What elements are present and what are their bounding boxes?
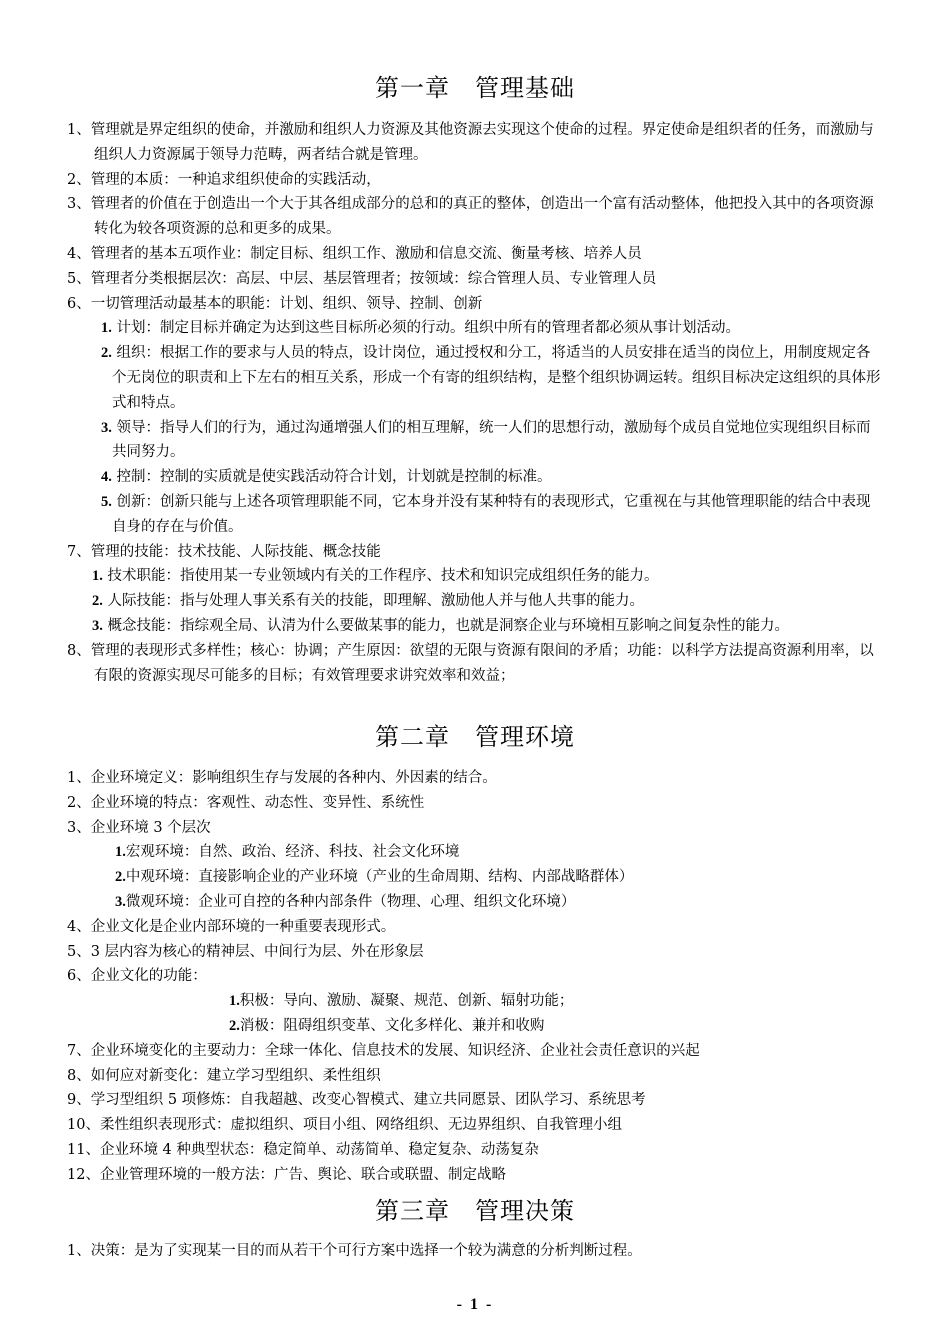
function-item (67, 341, 884, 415)
list-item: 7、企业环境变化的主要动力：全球一体化、信息技术的发展、知识经济、企业社会责任意识的兴起 (67, 1042, 700, 1059)
item-number: 3. (101, 419, 112, 436)
environment-level (67, 840, 884, 865)
list-item: 6、企业文化的功能： (67, 968, 207, 985)
item-number: 4. (101, 469, 112, 486)
list-item: 1、决策：是为了实现某一目的而从若干个可行方案中选择一个较为满意的分析判断过程。 (67, 1243, 642, 1259)
list-item: 2、企业环境的特点：客观性、动态性、变异性、系统性 (67, 794, 425, 811)
list-item: 8、管理的表现形式多样性；核心：协调；产生原因：欲望的无限与资源有限间的矛盾；功能：以科学方法提高资源利用率，以有限的资源实现尽可能多的目标；有效管理要求讲究效率和效益； (67, 642, 874, 684)
list-item: 6、一切管理活动最基本的职能：计划、组织、领导、控制、创新 (67, 295, 483, 312)
item-text: 宏观环境：自然、政治、经济、科技、社会文化环境 (125, 844, 460, 861)
culture-function (67, 989, 884, 1014)
list-item: 2、管理的本质：一种追求组织使命的实践活动， (67, 171, 381, 188)
skill-item (67, 564, 884, 589)
item-number: 1. (229, 993, 240, 1010)
item-text: 组织：根据工作的要求与人员的特点，设计岗位，通过授权和分工，将适当的人员安排在适当的岗位上，用制度规定各个无岗位的职责和上下左右的相互关系，形成一个有寄的组织结构，是整个组织协调运转。组织目标决定这组织的具体形式和特点。 (112, 345, 881, 411)
list-item: 1、企业环境定义：影响组织生存与发展的各种内、外因素的结合。 (67, 770, 497, 786)
chapter-1-title: 第一章 管理基础 (375, 74, 575, 102)
item-text: 技术职能：指使用某一专业领域内有关的工作程序、技术和知识完成组织任务的能力。 (107, 568, 659, 585)
item-text: 概念技能：指综观全局、认清为什么要做某事的能力，也就是洞察企业与环境相互影响之间复杂性的能力。 (107, 617, 789, 634)
list-item: 1、管理就是界定组织的使命，并激励和组织人力资源及其他资源去实现这个使命的过程。界定使命是组织者的任务，而激励与组织人力资源属于领导力范畴，两者结合就是管理。 (67, 122, 874, 163)
list-item: 9、学习型组织 5 项修炼：自我超越、改变心智模式、建立共同愿景、团队学习、系统思考 (67, 1092, 646, 1109)
list-item: 5、管理者分类根据层次：高层、中层、基层管理者；按领域：综合管理人员、专业管理人员 (67, 270, 657, 287)
item-number: 1. (101, 320, 112, 337)
function-item (67, 416, 884, 466)
item-number: 2. (115, 869, 126, 886)
list-item: 5、3 层内容为核心的精神层、中间行为层、外在形象层 (67, 943, 424, 960)
item-number: 5. (101, 493, 112, 510)
item-text: 微观环境：企业可自控的各种内部条件（物理、心理、组织文化环境） (125, 893, 576, 910)
item-text: 领导：指导人们的行为，通过沟通增强人们的相互理解，统一人们的思想行动，激励每个成员自觉地位实现组织目标而共同努力。 (112, 419, 871, 461)
item-number: 1. (115, 844, 126, 861)
chapter-2-title: 第二章 管理环境 (375, 723, 575, 751)
item-number: 3. (115, 893, 126, 910)
list-item: 11、企业环境 4 种典型状态：稳定简单、动荡简单、稳定复杂、动荡复杂 (67, 1141, 539, 1158)
chapter-1-body (67, 118, 884, 688)
function-item (67, 490, 884, 540)
function-item (67, 316, 884, 341)
chapter-2-body (67, 766, 884, 1188)
item-number: 3. (92, 617, 103, 634)
item-text: 积极：导向、激励、凝聚、规范、创新、辐射功能； (239, 993, 574, 1010)
item-text: 控制：控制的实质就是使实践活动符合计划，计划就是控制的标准。 (116, 469, 552, 486)
function-item (67, 465, 884, 490)
chapter-3-title: 第三章 管理决策 (375, 1197, 575, 1225)
list-item: 3、管理者的价值在于创造出一个大于其各组成部分的总和的真正的整体，创造出一个富有活动整体，他把投入其中的各项资源转化为较各项资源的总和更多的成果。 (67, 196, 874, 238)
item-number: 1. (92, 568, 103, 585)
item-number: 2. (229, 1017, 240, 1034)
list-item: 4、管理者的基本五项作业：制定目标、组织工作、激励和信息交流、衡量考核、培养人员 (67, 245, 642, 262)
list-item: 8、如何应对新变化：建立学习型组织、柔性组织 (67, 1067, 381, 1084)
culture-function (67, 1014, 884, 1039)
list-item: 10、柔性组织表现形式：虚拟组织、项目小组、网络组织、无边界组织、自我管理小组 (67, 1117, 622, 1134)
environment-level (67, 890, 884, 915)
chapter-3-body (67, 1239, 884, 1264)
list-item: 3、企业环境 3 个层次 (67, 819, 211, 836)
environment-level (67, 865, 884, 890)
list-item: 7、管理的技能：技术技能、人际技能、概念技能 (67, 543, 381, 560)
item-text: 中观环境：直接影响企业的产业环境（产业的生命周期、结构、内部战略群体） (125, 869, 634, 886)
list-item: 12、企业管理环境的一般方法：广告、舆论、联合或联盟、制定战略 (67, 1166, 506, 1183)
skill-item (67, 614, 884, 639)
skill-item (67, 589, 884, 614)
item-text: 消极：阻碍组织变革、文化多样化、兼并和收购 (239, 1017, 545, 1034)
item-text: 计划：制定目标并确定为达到这些目标所必须的行动。组织中所有的管理者都必须从事计划活动。 (116, 320, 740, 337)
item-number: 2. (101, 345, 112, 362)
list-item: 4、企业文化是企业内部环境的一种重要表现形式。 (67, 918, 396, 935)
item-number: 2. (92, 593, 103, 610)
page-number: - 1 - (456, 1296, 494, 1313)
item-text: 人际技能：指与处理人事关系有关的技能，即理解、激励他人并与他人共事的能力。 (107, 593, 644, 610)
item-text: 创新：创新只能与上述各项管理职能不同，它本身并没有某种特有的表现形式，它重视在与其他管理职能的结合中表现自身的存在与价值。 (112, 493, 871, 535)
